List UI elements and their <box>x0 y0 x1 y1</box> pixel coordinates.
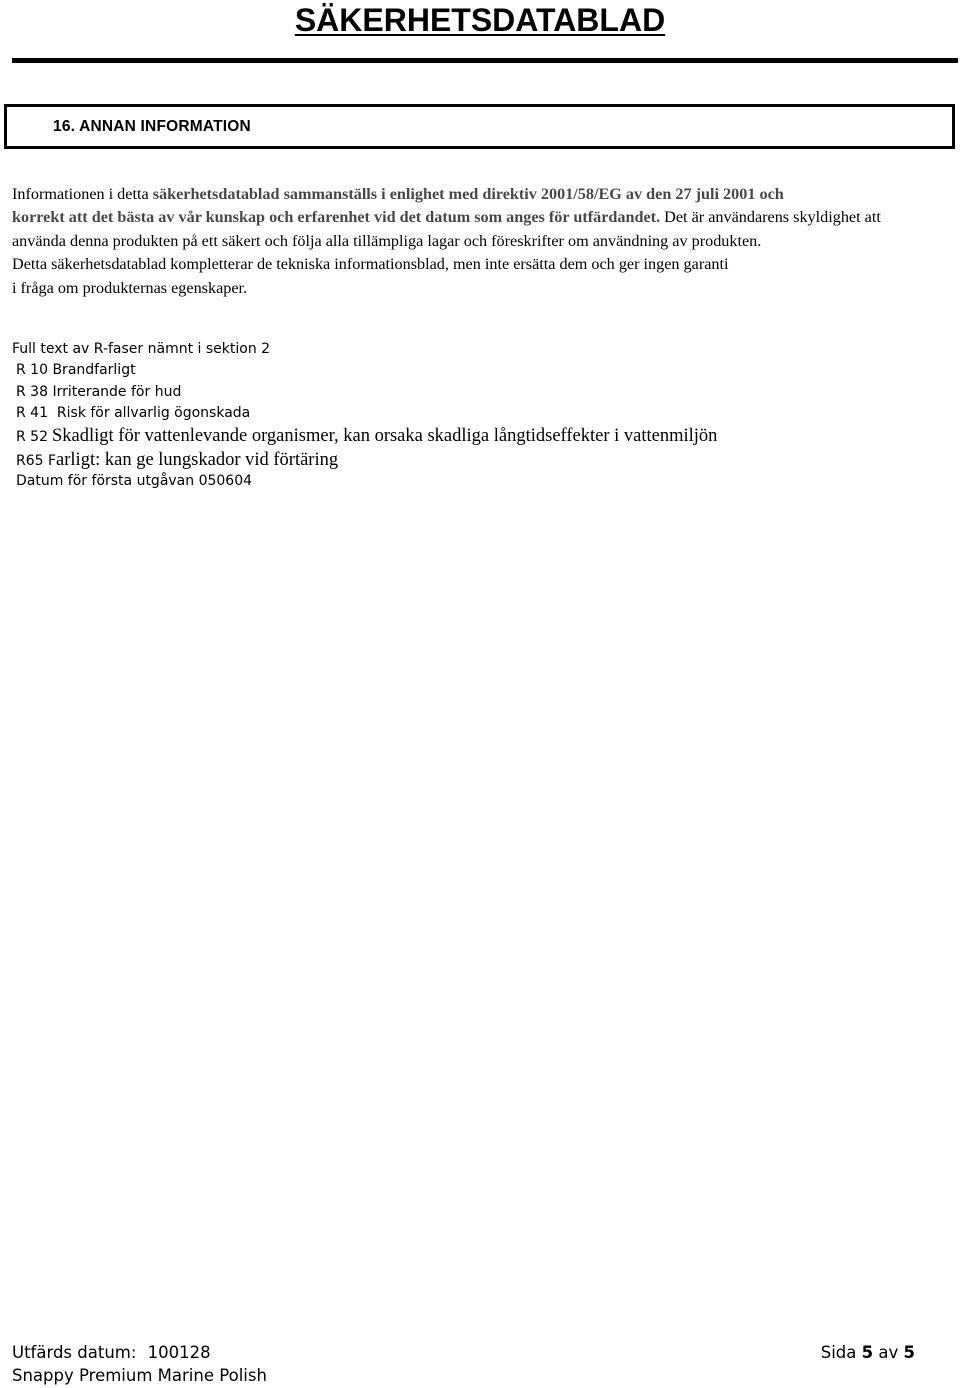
r-phrase-code: R 10 <box>16 362 48 378</box>
paragraph-line-5: i fråga om produkternas egenskaper. <box>12 278 248 297</box>
page-of: av <box>878 1343 899 1362</box>
paragraph-line-2 <box>12 206 942 229</box>
document-title: SÄKERHETSDATABLAD <box>294 2 666 38</box>
issue-date-label: Utfärds datum: <box>12 1343 137 1362</box>
product-name: Snappy Premium Marine Polish <box>12 1366 267 1385</box>
information-paragraph <box>12 183 942 300</box>
r-phrase-item <box>16 362 136 378</box>
r-phrases-header: Full text av R-faser nämnt i sektion 2 <box>12 341 271 357</box>
r-phrase-text: arligt: kan ge lungskador vid förtäring <box>56 450 339 470</box>
section-heading: 16. ANNAN INFORMATION <box>53 118 251 135</box>
issue-date-value: 100128 <box>147 1343 211 1362</box>
page-current: 5 <box>861 1343 874 1362</box>
page-indicator <box>821 1343 915 1362</box>
r-phrase-item <box>16 426 717 447</box>
first-edition-date: Datum för första utgåvan 050604 <box>16 473 253 489</box>
section-header-box <box>4 104 955 149</box>
paragraph-line-4: Detta säkerhetsdatablad kompletterar de tekniska informationsblad, men inte ersätta dem och ger ingen garanti <box>12 255 729 274</box>
r-phrase-code: R65 F <box>16 453 57 469</box>
paragraph-text: korrekt att det bästa av vår kunskap och erfarenhet vid det datum som anges för utfärdandet. <box>12 208 661 227</box>
r-phrase-item <box>16 384 181 400</box>
paragraph-text: Informationen i detta <box>12 185 153 203</box>
page-word: Sida <box>820 1343 857 1362</box>
title-divider <box>12 58 958 63</box>
paragraph-line-3: använda denna produkten på ett säkert och följa alla tillämpliga lagar och föreskrifter om användning av produkten. <box>12 231 762 250</box>
page-total: 5 <box>903 1343 915 1362</box>
r-phrase-code: R 52 <box>16 429 48 445</box>
r-phrase-code: R 38 <box>16 384 48 400</box>
r-phrase-text: Irriterande för hud <box>52 384 182 400</box>
r-phrase-code: R 41 <box>16 405 48 421</box>
paragraph-text: Det är användarens skyldighet att <box>660 208 881 227</box>
r-phrase-text: Skadligt för vattenlevande organismer, kan orsaka skadliga långtidseffekter i vattenmiljön <box>52 426 718 446</box>
paragraph-text: säkerhetsdatablad sammanställs i enlighet med direktiv 2001/58/EG av den 27 juli 2001 och <box>152 185 784 203</box>
issue-date <box>12 1343 211 1362</box>
r-phrase-text: Risk för allvarlig ögonskada <box>52 405 251 421</box>
r-phrase-text: Brandfarligt <box>52 362 136 378</box>
r-phrase-item <box>16 405 250 421</box>
paragraph-line-1 <box>12 183 942 206</box>
r-phrase-item <box>16 450 338 471</box>
